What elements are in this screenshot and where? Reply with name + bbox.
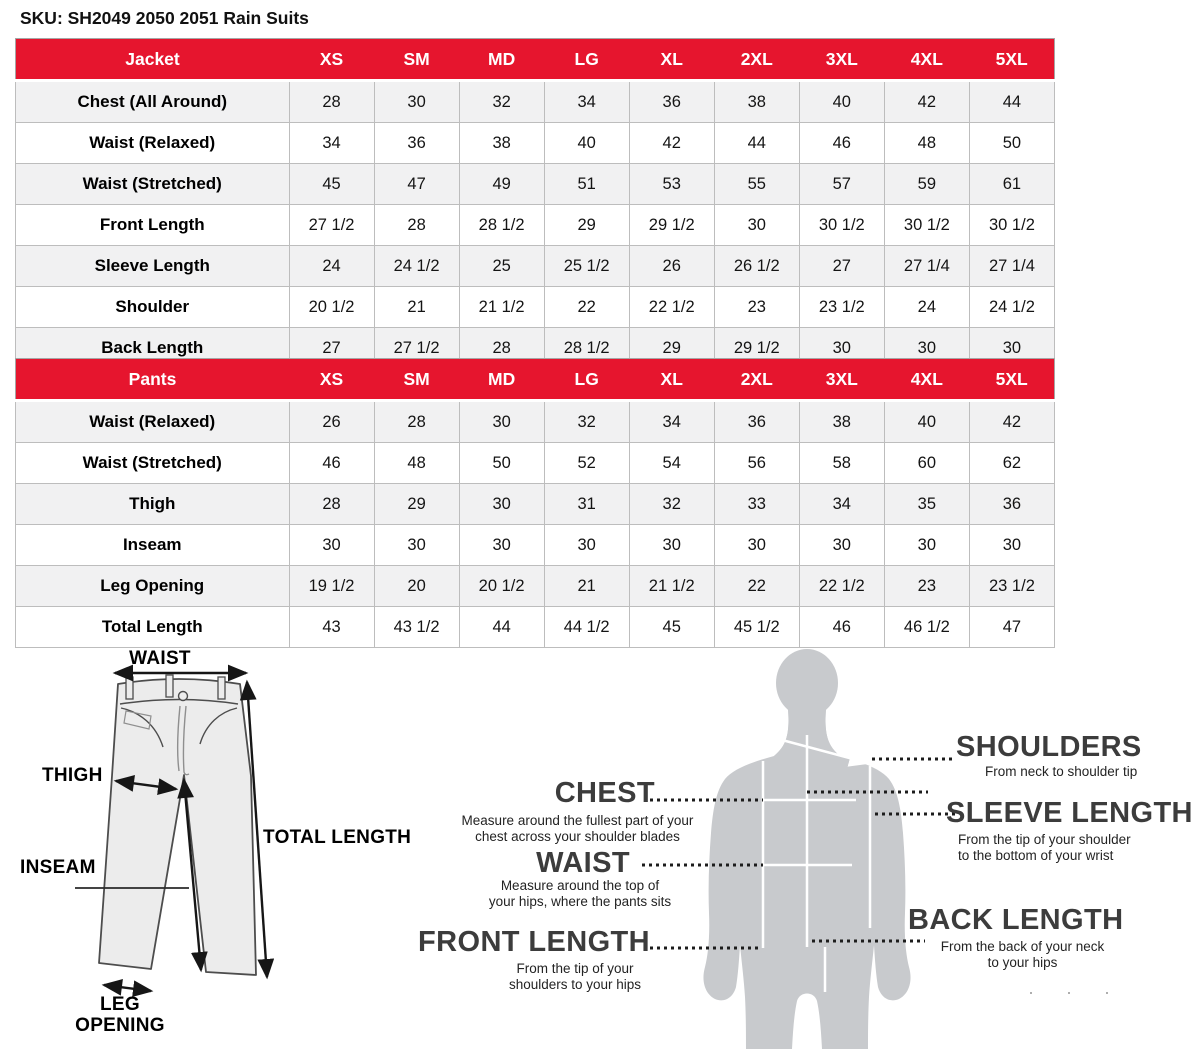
- size-value-cell: 46: [799, 123, 884, 164]
- size-value-cell: 26: [289, 401, 374, 443]
- size-value-cell: 30: [799, 525, 884, 566]
- size-value-cell: 30: [629, 525, 714, 566]
- size-value-cell: 45: [629, 607, 714, 648]
- size-column-header: 3XL: [799, 359, 884, 401]
- size-value-cell: 32: [544, 401, 629, 443]
- size-value-cell: 30: [714, 205, 799, 246]
- table-row: [16, 484, 1055, 525]
- table-row: [16, 164, 1055, 205]
- sleeve-length-label: SLEEVE LENGTH: [946, 797, 1193, 829]
- size-value-cell: 44: [969, 81, 1054, 123]
- size-value-cell: 43 1/2: [374, 607, 459, 648]
- size-column-header: 4XL: [884, 359, 969, 401]
- table-row: [16, 205, 1055, 246]
- back-length-label: BACK LENGTH: [908, 904, 1124, 936]
- row-label: Waist (Stretched): [16, 443, 290, 484]
- size-value-cell: 28: [289, 81, 374, 123]
- size-value-cell: 29 1/2: [714, 328, 799, 369]
- size-value-cell: 50: [459, 443, 544, 484]
- size-value-cell: 55: [714, 164, 799, 205]
- size-value-cell: 53: [629, 164, 714, 205]
- size-column-header: 2XL: [714, 359, 799, 401]
- table-row: [16, 566, 1055, 607]
- waist-label: WAIST: [536, 847, 630, 879]
- size-value-cell: 22: [544, 287, 629, 328]
- size-value-cell: 20: [374, 566, 459, 607]
- size-column-header: XL: [629, 39, 714, 81]
- size-value-cell: 46: [289, 443, 374, 484]
- size-value-cell: 20 1/2: [459, 566, 544, 607]
- size-value-cell: 24 1/2: [374, 246, 459, 287]
- row-label: Chest (All Around): [16, 81, 290, 123]
- size-column-header: SM: [374, 359, 459, 401]
- size-value-cell: 40: [884, 401, 969, 443]
- pants-size-table: [15, 358, 1055, 648]
- size-value-cell: 21 1/2: [629, 566, 714, 607]
- size-value-cell: 29: [374, 484, 459, 525]
- pants-header-label: Pants: [16, 359, 290, 401]
- table-row: [16, 525, 1055, 566]
- size-value-cell: 43: [289, 607, 374, 648]
- size-value-cell: 27: [289, 328, 374, 369]
- size-value-cell: 44: [459, 607, 544, 648]
- leg-opening-line1: LEG: [100, 994, 140, 1015]
- waist-description: Measure around the top of your hips, where the pants sits: [488, 878, 672, 909]
- shoulders-description: From neck to shoulder tip: [985, 764, 1138, 779]
- size-value-cell: 31: [544, 484, 629, 525]
- row-label: Shoulder: [16, 287, 290, 328]
- chest-label: CHEST: [554, 777, 655, 809]
- size-value-cell: 27 1/4: [969, 246, 1054, 287]
- size-column-header: SM: [374, 39, 459, 81]
- size-column-header: 4XL: [884, 39, 969, 81]
- pants-header-row: [16, 359, 1055, 401]
- size-value-cell: 23: [714, 287, 799, 328]
- size-value-cell: 42: [884, 81, 969, 123]
- page-title: SKU: SH2049 2050 2051 Rain Suits: [20, 8, 309, 28]
- row-label: Total Length: [16, 607, 290, 648]
- size-column-header: LG: [544, 359, 629, 401]
- size-value-cell: 24: [884, 287, 969, 328]
- size-value-cell: 40: [799, 81, 884, 123]
- size-value-cell: 23 1/2: [799, 287, 884, 328]
- size-value-cell: 34: [799, 484, 884, 525]
- size-column-header: 2XL: [714, 39, 799, 81]
- size-value-cell: 48: [884, 123, 969, 164]
- size-value-cell: 40: [544, 123, 629, 164]
- table-row: [16, 287, 1055, 328]
- table-row: [16, 81, 1055, 123]
- size-value-cell: 54: [629, 443, 714, 484]
- size-value-cell: 26: [629, 246, 714, 287]
- size-value-cell: 28: [459, 328, 544, 369]
- size-value-cell: 38: [799, 401, 884, 443]
- size-value-cell: 21: [544, 566, 629, 607]
- size-value-cell: 36: [629, 81, 714, 123]
- size-value-cell: 30: [544, 525, 629, 566]
- size-value-cell: 22: [714, 566, 799, 607]
- size-value-cell: 30: [884, 525, 969, 566]
- row-label: Thigh: [16, 484, 290, 525]
- chest-description: Measure around the fullest part of your chest across your shoulder blades: [461, 813, 694, 844]
- size-value-cell: 20 1/2: [289, 287, 374, 328]
- table-row: [16, 246, 1055, 287]
- size-value-cell: 46 1/2: [884, 607, 969, 648]
- jacket-size-table: [15, 38, 1055, 369]
- size-column-header: LG: [544, 39, 629, 81]
- size-value-cell: 57: [799, 164, 884, 205]
- front-length-label: FRONT LENGTH: [418, 926, 650, 958]
- size-value-cell: 29 1/2: [629, 205, 714, 246]
- size-value-cell: 42: [629, 123, 714, 164]
- size-value-cell: 19 1/2: [289, 566, 374, 607]
- size-value-cell: 30 1/2: [884, 205, 969, 246]
- row-label: Sleeve Length: [16, 246, 290, 287]
- table-row: [16, 401, 1055, 443]
- table-row: [16, 123, 1055, 164]
- size-value-cell: 30: [459, 484, 544, 525]
- size-value-cell: 30: [969, 328, 1054, 369]
- size-value-cell: 52: [544, 443, 629, 484]
- size-value-cell: 27 1/2: [374, 328, 459, 369]
- size-value-cell: 25: [459, 246, 544, 287]
- size-value-cell: 28 1/2: [459, 205, 544, 246]
- size-value-cell: 28: [289, 484, 374, 525]
- pants-leg-opening-label: [58, 994, 182, 1036]
- size-value-cell: 59: [884, 164, 969, 205]
- size-value-cell: 30: [289, 525, 374, 566]
- pants-waist-label: WAIST: [129, 648, 191, 669]
- table-row: [16, 443, 1055, 484]
- pants-thigh-label: THIGH: [42, 765, 103, 786]
- size-value-cell: 25 1/2: [544, 246, 629, 287]
- row-label: Front Length: [16, 205, 290, 246]
- size-value-cell: 33: [714, 484, 799, 525]
- size-value-cell: 34: [629, 401, 714, 443]
- row-label: Waist (Relaxed): [16, 123, 290, 164]
- jacket-header-label: Jacket: [16, 39, 290, 81]
- size-value-cell: 44: [714, 123, 799, 164]
- size-value-cell: 30: [374, 525, 459, 566]
- row-label: Inseam: [16, 525, 290, 566]
- size-value-cell: 30: [459, 401, 544, 443]
- size-value-cell: 32: [459, 81, 544, 123]
- pants-inseam-label: INSEAM: [20, 857, 96, 878]
- size-value-cell: 56: [714, 443, 799, 484]
- size-value-cell: 30: [459, 525, 544, 566]
- size-value-cell: 44 1/2: [544, 607, 629, 648]
- size-value-cell: 36: [714, 401, 799, 443]
- size-value-cell: 34: [289, 123, 374, 164]
- shoulders-label: SHOULDERS: [956, 731, 1142, 763]
- size-value-cell: 22 1/2: [799, 566, 884, 607]
- size-column-header: 3XL: [799, 39, 884, 81]
- size-value-cell: 48: [374, 443, 459, 484]
- size-column-header: XS: [289, 39, 374, 81]
- size-value-cell: 21: [374, 287, 459, 328]
- size-value-cell: 34: [544, 81, 629, 123]
- size-value-cell: 27 1/4: [884, 246, 969, 287]
- size-value-cell: 38: [459, 123, 544, 164]
- row-label: Waist (Relaxed): [16, 401, 290, 443]
- size-column-header: XS: [289, 359, 374, 401]
- row-label: Leg Opening: [16, 566, 290, 607]
- size-value-cell: 47: [969, 607, 1054, 648]
- size-value-cell: 36: [374, 123, 459, 164]
- row-label: Back Length: [16, 328, 290, 369]
- size-value-cell: 29: [544, 205, 629, 246]
- size-value-cell: 30: [714, 525, 799, 566]
- table-row: [16, 607, 1055, 648]
- size-column-header: XL: [629, 359, 714, 401]
- size-value-cell: 60: [884, 443, 969, 484]
- row-label: Waist (Stretched): [16, 164, 290, 205]
- size-value-cell: 45: [289, 164, 374, 205]
- sleeve-length-description: From the tip of your shoulder to the bottom of your wrist: [958, 832, 1131, 863]
- size-value-cell: 42: [969, 401, 1054, 443]
- size-value-cell: 61: [969, 164, 1054, 205]
- size-value-cell: 28: [374, 401, 459, 443]
- size-value-cell: 24 1/2: [969, 287, 1054, 328]
- size-value-cell: 30: [969, 525, 1054, 566]
- size-value-cell: 21 1/2: [459, 287, 544, 328]
- leg-opening-line2: OPENING: [75, 1015, 165, 1036]
- size-value-cell: 45 1/2: [714, 607, 799, 648]
- size-value-cell: 30: [884, 328, 969, 369]
- size-value-cell: 26 1/2: [714, 246, 799, 287]
- size-value-cell: 29: [629, 328, 714, 369]
- size-value-cell: 62: [969, 443, 1054, 484]
- size-value-cell: 35: [884, 484, 969, 525]
- back-length-description: From the back of your neck to your hips: [940, 939, 1105, 970]
- size-value-cell: 23 1/2: [969, 566, 1054, 607]
- size-value-cell: 22 1/2: [629, 287, 714, 328]
- size-value-cell: 50: [969, 123, 1054, 164]
- size-value-cell: 30 1/2: [799, 205, 884, 246]
- size-value-cell: 47: [374, 164, 459, 205]
- size-value-cell: 58: [799, 443, 884, 484]
- jacket-header-row: [16, 39, 1055, 81]
- size-value-cell: 23: [884, 566, 969, 607]
- size-value-cell: 28: [374, 205, 459, 246]
- pants-total-length-label: TOTAL LENGTH: [263, 827, 412, 848]
- size-column-header: 5XL: [969, 39, 1054, 81]
- size-value-cell: 36: [969, 484, 1054, 525]
- size-value-cell: 30: [374, 81, 459, 123]
- size-value-cell: 51: [544, 164, 629, 205]
- size-value-cell: 46: [799, 607, 884, 648]
- size-value-cell: 30 1/2: [969, 205, 1054, 246]
- size-column-header: 5XL: [969, 359, 1054, 401]
- size-value-cell: 27: [799, 246, 884, 287]
- size-value-cell: 30: [799, 328, 884, 369]
- size-column-header: MD: [459, 359, 544, 401]
- size-value-cell: 24: [289, 246, 374, 287]
- front-length-description: From the tip of your shoulders to your hips: [508, 961, 642, 992]
- size-value-cell: 27 1/2: [289, 205, 374, 246]
- size-value-cell: 32: [629, 484, 714, 525]
- size-value-cell: 49: [459, 164, 544, 205]
- size-value-cell: 38: [714, 81, 799, 123]
- size-column-header: MD: [459, 39, 544, 81]
- size-value-cell: 28 1/2: [544, 328, 629, 369]
